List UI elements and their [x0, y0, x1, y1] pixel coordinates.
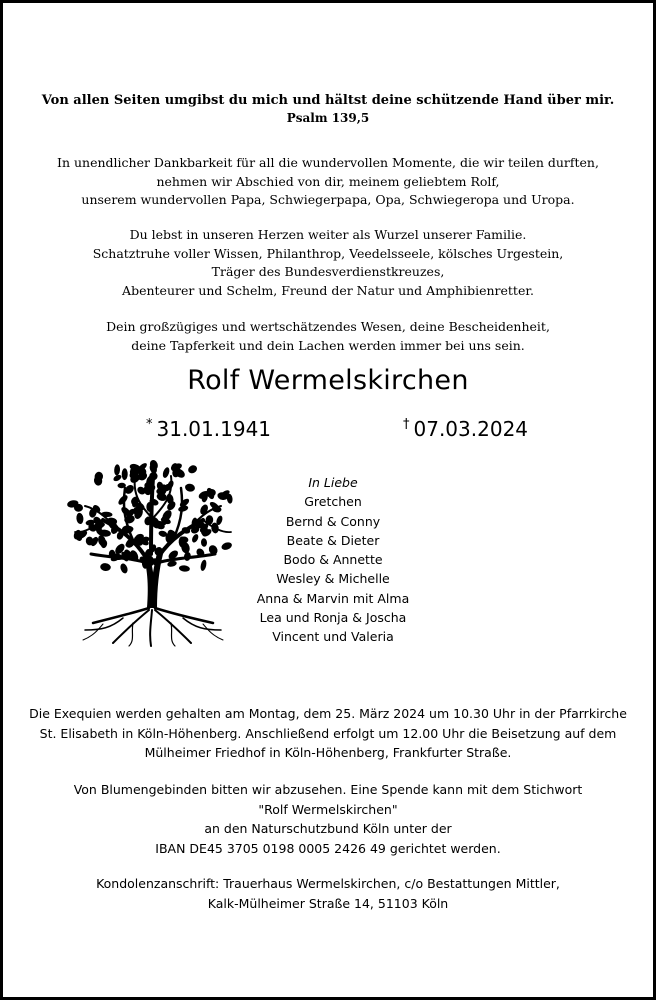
deceased-name: Rolf Wermelskirchen — [187, 365, 469, 396]
text-line: Die Exequien werden gehalten am Montag, dem 25. März 2024 um 10.30 Uhr in der Pfarrkirche — [29, 706, 627, 721]
text-line: Schatztruhe voller Wissen, Philanthrop, Veedelsseele, kölsches Urgestein, — [92, 245, 564, 261]
intro-paragraph-1 — [3, 154, 653, 210]
motto-quote: Von allen Seiten umgibst du mich und hältst deine schützende Hand über mir. — [41, 93, 615, 108]
intro-paragraph-3 — [3, 318, 653, 355]
family-intro: In Liebe — [308, 475, 358, 490]
text-line: Kondolenzanschrift: Trauerhaus Wermelskirchen, c/o Bestattungen Mittler, — [96, 876, 560, 891]
intro-paragraph-2 — [3, 226, 653, 300]
funeral-details — [3, 704, 653, 763]
condolence-address — [3, 874, 653, 913]
text-line: nehmen wir Abschied von dir, meinem geliebtem Rolf, — [156, 173, 500, 189]
text-line: In unendlicher Dankbarkeit für all die wundervollen Momente, die wir teilen durften, — [57, 155, 599, 170]
text-line: deine Tapferkeit und dein Lachen werden immer bei uns sein. — [131, 337, 525, 353]
text-line: an den Naturschutzbund Köln unter der — [204, 821, 452, 836]
donation-details — [3, 780, 653, 858]
text-line: Träger des Bundesverdienstkreuzes, — [211, 264, 445, 279]
family-member: Gretchen — [304, 494, 362, 510]
birth-symbol: * — [146, 417, 153, 432]
family-member: Anna & Marvin mit Alma — [256, 590, 410, 606]
text-line: Abenteurer und Schelm, Freund der Natur und Amphibienretter. — [122, 282, 534, 298]
text-line: St. Elisabeth in Köln-Höhenberg. Anschließend erfolgt um 12.00 Uhr die Beisetzung auf dem — [39, 725, 617, 741]
family-member: Beate & Dieter — [286, 532, 380, 548]
text-line: Dein großzügiges und wertschätzendes Wesen, deine Bescheidenheit, — [106, 319, 550, 334]
text-line: unserem wundervollen Papa, Schwiegerpapa, Opa, Schwiegeropa und Uropa. — [81, 192, 575, 207]
family-member: Vincent und Valeria — [272, 629, 394, 645]
text-line: Du lebst in unseren Herzen weiter als Wurzel unserer Familie. — [129, 227, 527, 242]
death-date-block — [403, 417, 528, 441]
death-date: 07.03.2024 — [413, 417, 529, 441]
text-line: "Rolf Wermelskirchen" — [258, 801, 398, 817]
family-member: Lea und Ronja & Joscha — [259, 610, 407, 626]
family-member: Bernd & Conny — [285, 513, 381, 529]
family-member: Wesley & Michelle — [276, 571, 390, 587]
tree-of-life-icon — [63, 458, 243, 648]
text-line: IBAN DE45 3705 0198 0005 2426 49 gerichtet werden. — [155, 840, 501, 856]
motto-reference: Psalm 139,5 — [286, 111, 370, 125]
text-line: Von Blumengebinden bitten wir abzusehen. Eine Spende kann mit dem Stichwort — [73, 782, 583, 797]
birth-date: 31.01.1941 — [156, 417, 272, 441]
family-list — [223, 473, 443, 647]
death-symbol: † — [403, 417, 410, 432]
birth-date-block — [146, 417, 271, 441]
text-line: Kalk-Mülheimer Straße 14, 51103 Köln — [207, 895, 449, 911]
family-member: Bodo & Annette — [283, 552, 383, 568]
text-line: Mülheimer Friedhof in Köln-Höhenberg, Frankfurter Straße. — [144, 745, 512, 760]
